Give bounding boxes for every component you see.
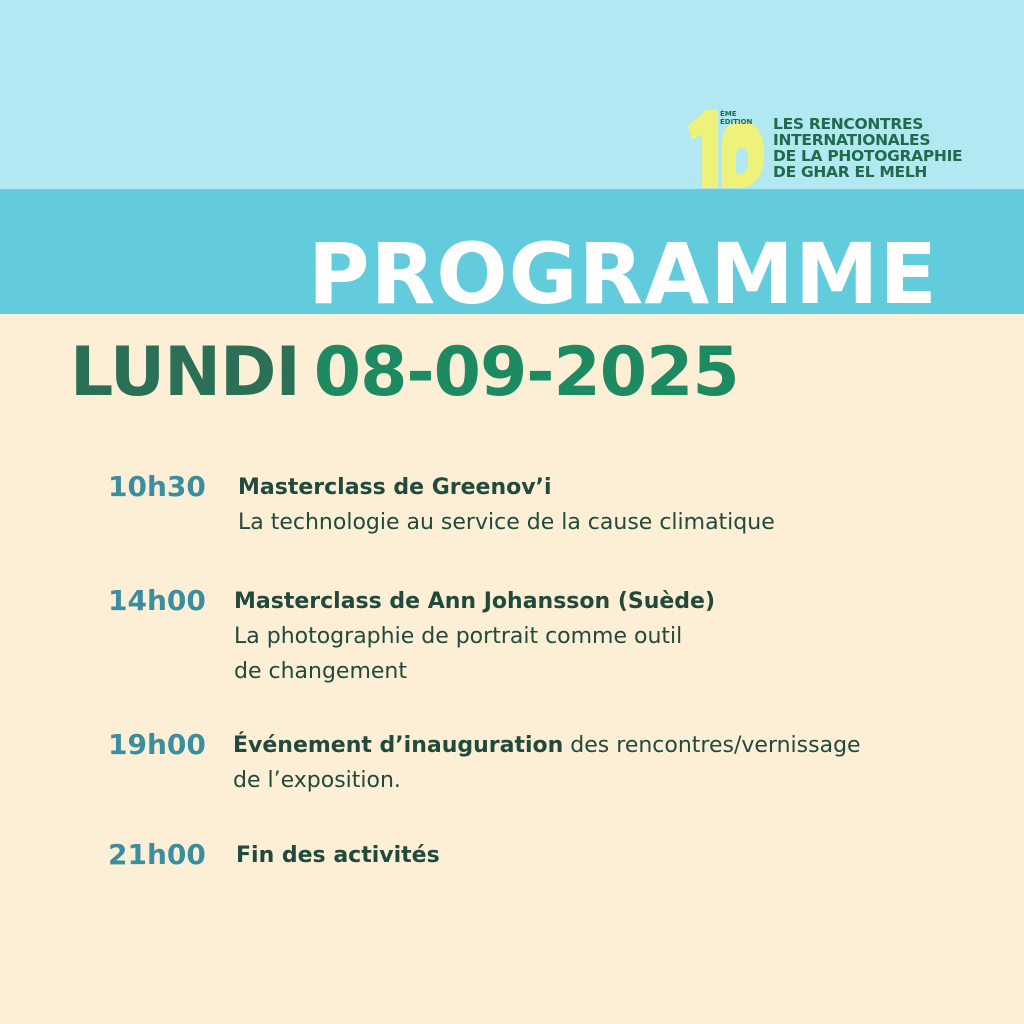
- edition-superscript: [720, 110, 752, 126]
- event-title-line: [234, 584, 954, 619]
- festival-logo: [684, 104, 984, 194]
- event-time: 19h00: [108, 728, 206, 761]
- event-title-suffix: des rencontres/vernissage: [563, 733, 861, 758]
- event-subtitle: La photographie de portrait comme outil: [234, 624, 683, 649]
- event-title: Masterclass de Greenov’i: [238, 475, 552, 500]
- day-name: LUNDI: [70, 333, 300, 412]
- event-subtitle: de l’exposition.: [233, 768, 401, 793]
- logo-line-3: DE LA PHOTOGRAPHIE: [773, 147, 963, 165]
- event-title: Fin des activités: [236, 843, 440, 868]
- event-body: [238, 470, 958, 540]
- edition-sup-line1: ÈME: [720, 110, 737, 118]
- event-subtitle: La technologie au service de la cause climatique: [238, 510, 775, 535]
- edition-sup-line2: ÉDITION: [720, 118, 753, 126]
- logo-line-1: LES RENCONTRES: [773, 115, 924, 133]
- day-heading: [70, 330, 739, 416]
- event-title-line: [236, 838, 956, 873]
- event-title-line: [233, 728, 953, 763]
- event-title: Masterclass de Ann Johansson (Suède): [234, 589, 716, 614]
- logo-line-4: DE GHAR EL MELH: [773, 163, 928, 181]
- event-title-line: [238, 470, 958, 505]
- event-subtitle: de changement: [234, 659, 407, 684]
- logo-line-2: INTERNATIONALES: [773, 131, 931, 149]
- event-body: [233, 728, 953, 798]
- event-time: 10h30: [108, 470, 206, 503]
- event-time: 14h00: [108, 584, 206, 617]
- event-title: Événement d’inauguration: [233, 733, 564, 758]
- day-date: 08-09-2025: [313, 333, 739, 412]
- event-body: [234, 584, 954, 689]
- page-title: PROGRAMME: [308, 225, 938, 323]
- event-body: [236, 838, 956, 873]
- event-time: 21h00: [108, 838, 206, 871]
- logo-wordmark: [773, 116, 962, 180]
